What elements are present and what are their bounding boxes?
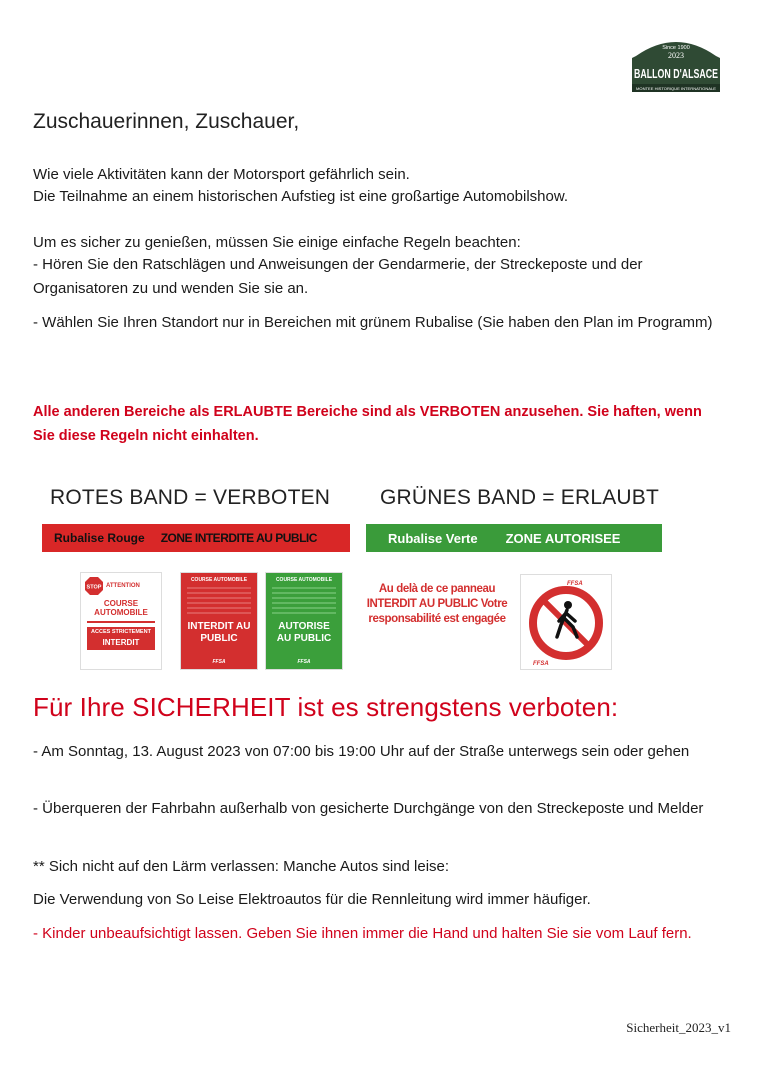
green-tape-band (366, 524, 662, 552)
red-tape-zone: ZONE INTERDITE AU PUBLIC (160, 531, 317, 545)
rule-2: - Wählen Sie Ihren Standort nur in Bereichen mit grünem Rubalise (Sie haben den Plan im Programm) (33, 314, 713, 331)
panneau-warning-text: Au delà de ce panneau INTERDIT AU PUBLIC Votre responsabilité est engagée (366, 583, 508, 625)
green-sign-ffsa: FFSA (297, 659, 311, 665)
logo-year: 2023 (668, 51, 684, 60)
rule-1: - Hören Sie den Ratschlägen und Anweisungen der Gendarmerie, der Streckeposte und der Organisatoren zu und wenden Sie sie an. (33, 256, 643, 297)
stop-interdit-text: INTERDIT (87, 637, 155, 650)
page-heading: Zuschauerinnen, Zuschauer, (33, 110, 300, 133)
logo-name: BALLON D'ALSACE (634, 66, 719, 81)
green-sign-main: AUTORISE AU PUBLIC (276, 621, 332, 644)
red-sign-header: COURSE AUTOMOBILE (190, 577, 248, 583)
ballon-dalsace-logo (622, 36, 730, 100)
stop-attention-text: ATTENTION (106, 583, 140, 589)
prohibition-2: - Überqueren der Fahrbahn außerhalb von gesicherte Durchgänge von den Streckeposte und Melder (33, 800, 704, 817)
red-interdit-sign (180, 572, 258, 670)
intro-line-2: Die Teilnahme an einem historischen Aufstieg ist eine großartige Automobilshow. (33, 188, 569, 205)
green-band-title: GRÜNES BAND = ERLAUBT (380, 486, 660, 509)
red-sign-ffsa: FFSA (212, 659, 226, 665)
prohibition-1: - Am Sonntag, 13. August 2023 von 07:00 bis 19:00 Uhr auf der Straße unterwegs sein oder gehen (33, 743, 690, 760)
intro-line-1: Wie viele Aktivitäten kann der Motorsport gefährlich sein. (33, 166, 410, 183)
green-autorise-sign (265, 572, 343, 670)
red-tape-label: Rubalise Rouge (54, 531, 145, 545)
no-pedestrian-sign (520, 574, 612, 670)
prohibition-3: ** Sich nicht auf den Lärm verlassen: Manche Autos sind leise: (33, 858, 450, 875)
document-footer: Sicherheit_2023_v1 (626, 1020, 731, 1035)
ped-ffsa-bottom: FFSA (533, 661, 549, 667)
stop-word: STOP (86, 584, 102, 591)
no-pedestrian-icon (521, 575, 611, 669)
ped-ffsa-top: FFSA (567, 581, 583, 587)
green-tape-label: Rubalise Verte (388, 530, 478, 546)
logo-subtitle: MONTEE HISTORIQUE INTERNATIONALE (636, 86, 717, 91)
safety-heading: Für Ihre SICHERHEIT ist es strengstens verboten: (33, 692, 619, 722)
zone-warning: Alle anderen Bereiche als ERLAUBTE Bereiche sind als VERBOTEN anzusehen. Sie haften, wenn Sie diese Regeln nicht einhalten. (33, 404, 702, 444)
green-tape-zone: ZONE AUTORISEE (505, 530, 621, 546)
prohibition-4: Die Verwendung von So Leise Elektroautos für die Rennleitung wird immer häufiger. (33, 891, 591, 908)
stop-attention-sign (80, 572, 162, 670)
rules-intro: Um es sicher zu genießen, müssen Sie einige einfache Regeln beachten: (33, 234, 521, 251)
red-band-title: ROTES BAND = VERBOTEN (50, 486, 331, 509)
children-warning: - Kinder unbeaufsichtigt lassen. Geben Sie ihnen immer die Hand und halten Sie sie vom Lauf fern. (33, 925, 692, 942)
stop-acces-text: ACCES STRICTEMENT (87, 627, 155, 637)
stop-icon (85, 577, 103, 595)
logo-since: Since 1900 (662, 45, 690, 51)
red-sign-main: INTERDIT AU PUBLIC (187, 621, 251, 644)
green-sign-header: COURSE AUTOMOBILE (275, 577, 333, 583)
red-tape-band (42, 524, 350, 552)
stop-course-text: COURSE AUTOMOBILE (94, 599, 148, 617)
